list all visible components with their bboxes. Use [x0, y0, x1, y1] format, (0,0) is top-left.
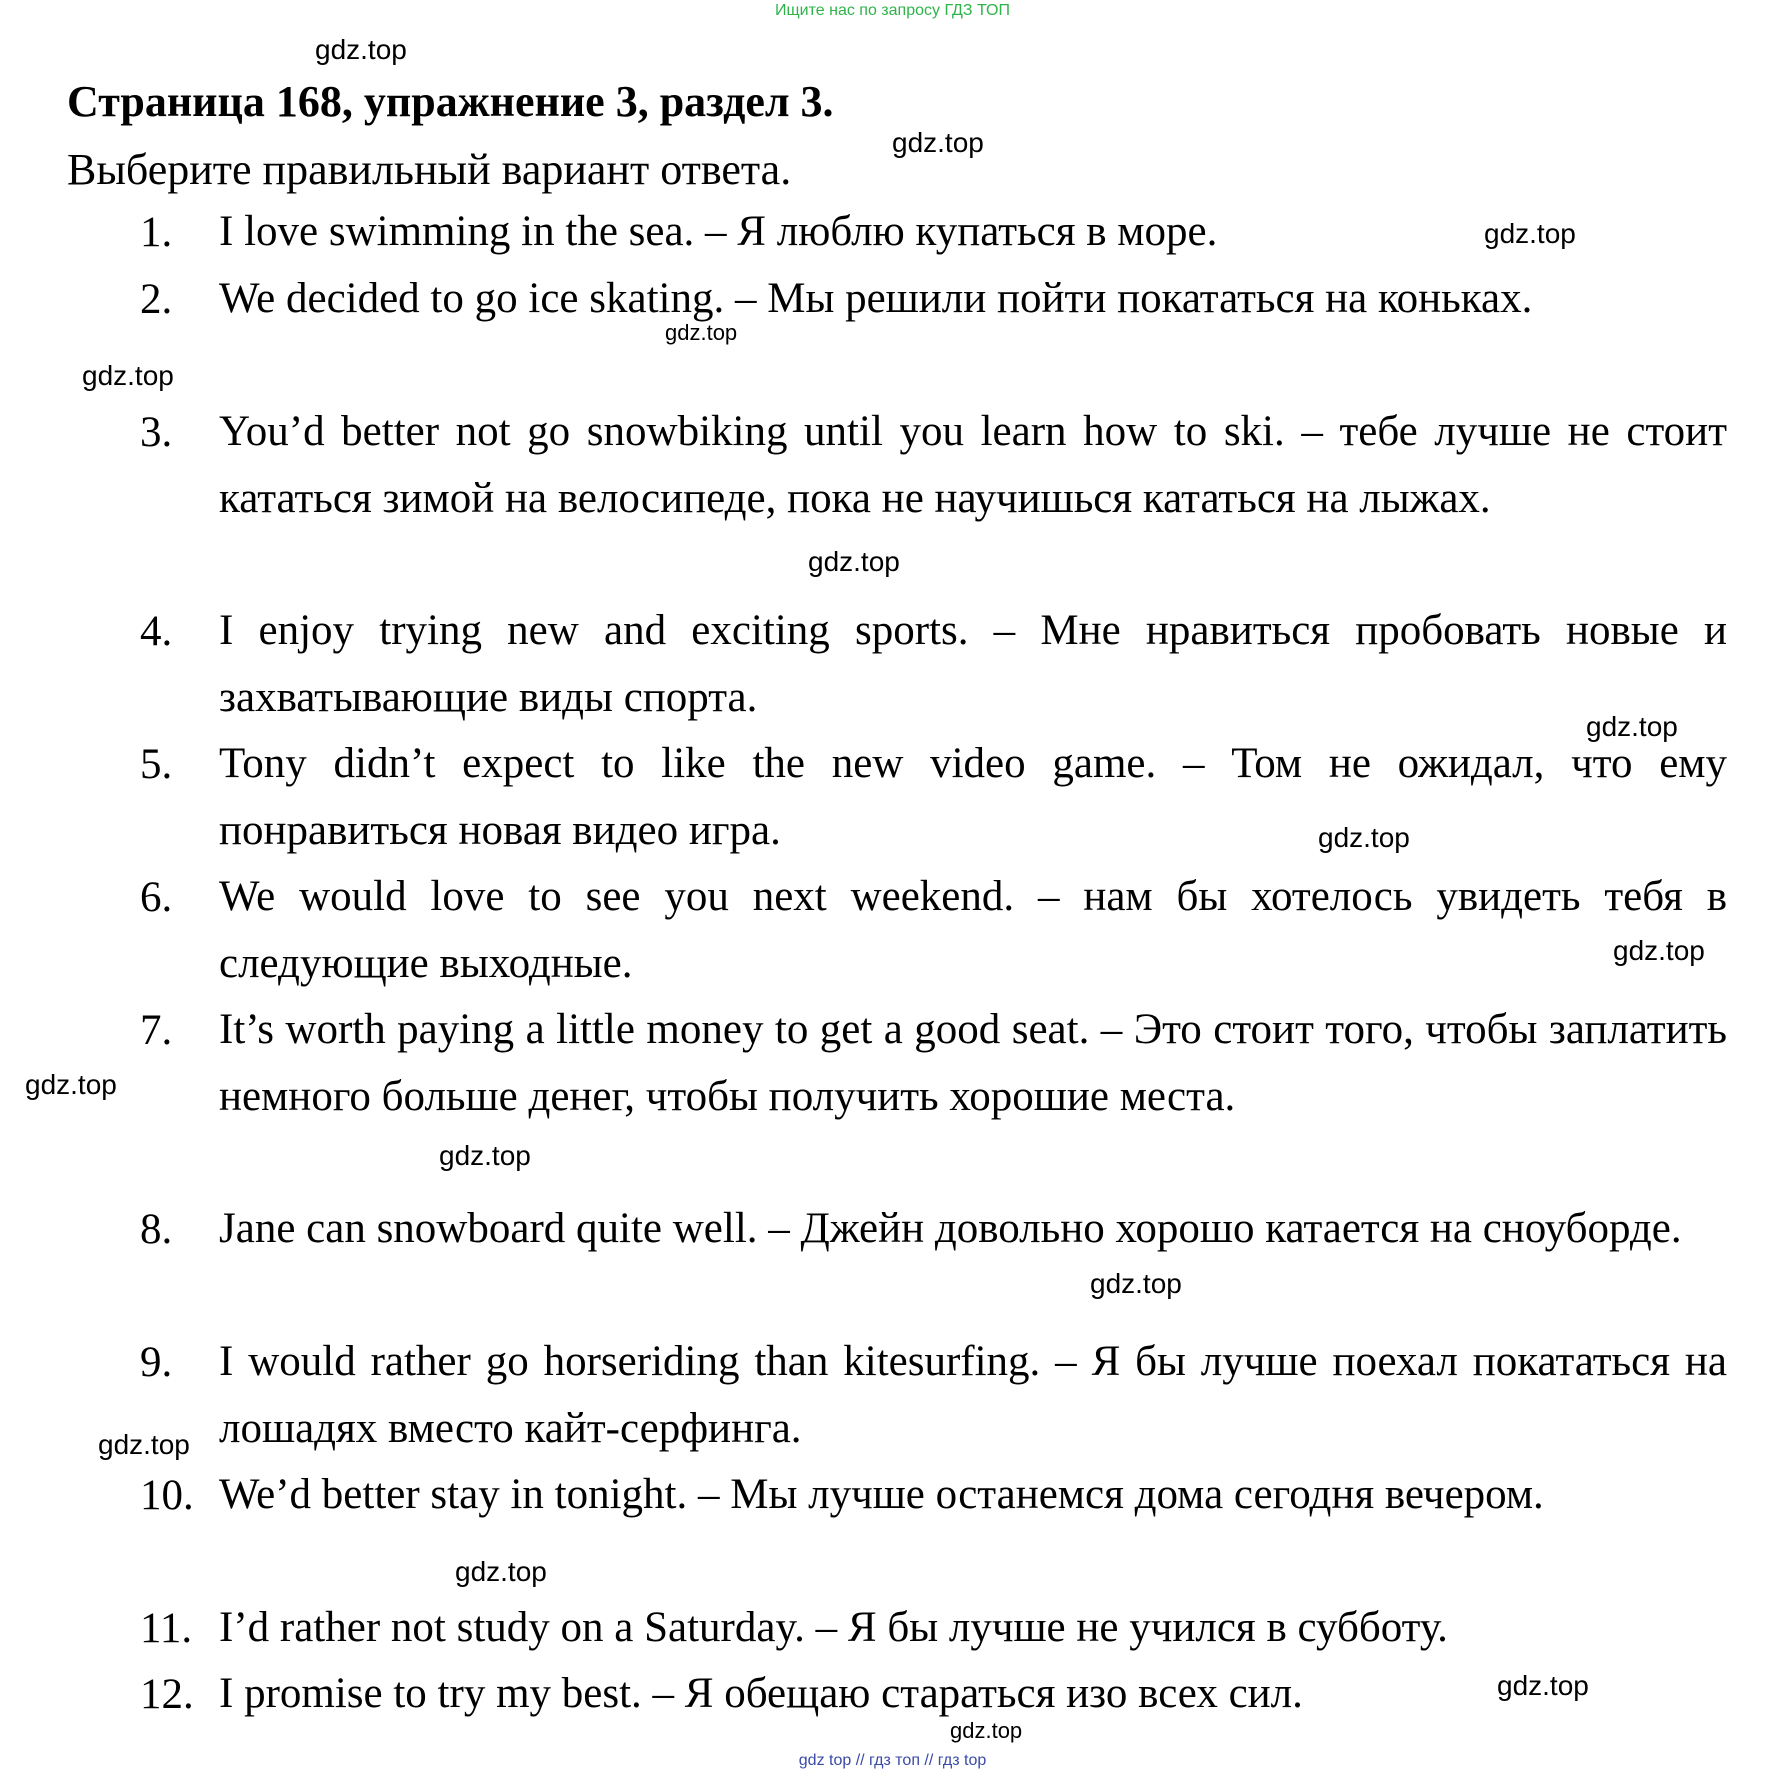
watermark: gdz.top: [665, 320, 738, 345]
item-number: 2.: [140, 276, 173, 323]
item-number: 3.: [140, 409, 173, 456]
item-text: Jane can snowboard quite well. – Джейн довольно хорошо катается на сноуборде.: [219, 1205, 1682, 1252]
item-number: 12.: [140, 1671, 194, 1718]
watermark: gdz.top: [455, 1556, 547, 1587]
item-number: 5.: [140, 741, 173, 788]
footer: gdz top // гдз топ // гдз top: [798, 1752, 987, 1769]
item-text: We decided to go ice skating. – Мы решили пойти покататься на коньках.: [219, 275, 1533, 322]
top-banner: Ищите нас по запросу ГДЗ ТОП: [775, 2, 1010, 19]
watermark: gdz.top: [82, 360, 174, 391]
watermark: gdz.top: [1613, 935, 1705, 966]
item-text: I’d rather not study on a Saturday. – Я бы лучше не учился в субботу.: [219, 1604, 1448, 1651]
item-text: I promise to try my best. – Я обещаю стараться изо всех сил.: [219, 1670, 1303, 1717]
watermark: gdz.top: [808, 546, 900, 577]
watermark: gdz.top: [25, 1069, 117, 1100]
watermark: gdz.top: [1318, 822, 1410, 853]
item-text: Tony didn’t expect to like the new video game. – Том не ожидал, что ему понравиться новая видео игра.: [219, 740, 1727, 854]
item-number: 7.: [140, 1007, 173, 1054]
item-number: 10.: [140, 1472, 194, 1519]
item-text: It’s worth paying a little money to get a good seat. – Это стоит того, чтобы заплатить немного больше денег, чтобы получить хорошие места.: [219, 1006, 1727, 1120]
item-number: 6.: [140, 874, 173, 921]
item-text: We’d better stay in tonight. – Мы лучше останемся дома сегодня вечером.: [219, 1471, 1544, 1518]
item-text: I would rather go horseriding than kitesurfing. – Я бы лучше поехал покататься на лошадях вместо кайт-серфинга.: [219, 1338, 1727, 1452]
watermark: gdz.top: [439, 1140, 531, 1171]
item-text: I enjoy trying new and exciting sports. – Мне нравиться пробовать новые и захватывающие виды спорта.: [219, 607, 1727, 721]
watermark: gdz.top: [892, 127, 984, 158]
item-number: 8.: [140, 1206, 173, 1253]
page-title: Страница 168, упражнение 3, раздел 3.: [67, 77, 834, 126]
watermark: gdz.top: [950, 1718, 1023, 1743]
watermark: gdz.top: [1497, 1670, 1589, 1701]
item-number: 4.: [140, 608, 173, 655]
watermark: gdz.top: [1090, 1268, 1182, 1299]
watermark: gdz.top: [1484, 218, 1576, 249]
watermark: gdz.top: [315, 34, 407, 65]
instruction: Выберите правильный вариант ответа.: [67, 145, 792, 194]
item-text: You’d better not go snowbiking until you learn how to ski. – тебе лучше не стоит кататься зимой на велосипеде, пока не научишься кататься на лыжах.: [219, 408, 1727, 522]
watermark: gdz.top: [98, 1429, 190, 1460]
item-text: I love swimming in the sea. – Я люблю купаться в море.: [219, 208, 1218, 255]
item-number: 9.: [140, 1339, 173, 1386]
item-text: We would love to see you next weekend. – нам бы хотелось увидеть тебя в следующие выходные.: [219, 873, 1727, 987]
watermark: gdz.top: [1586, 711, 1678, 742]
item-number: 11.: [140, 1605, 193, 1652]
item-number: 1.: [140, 209, 173, 256]
